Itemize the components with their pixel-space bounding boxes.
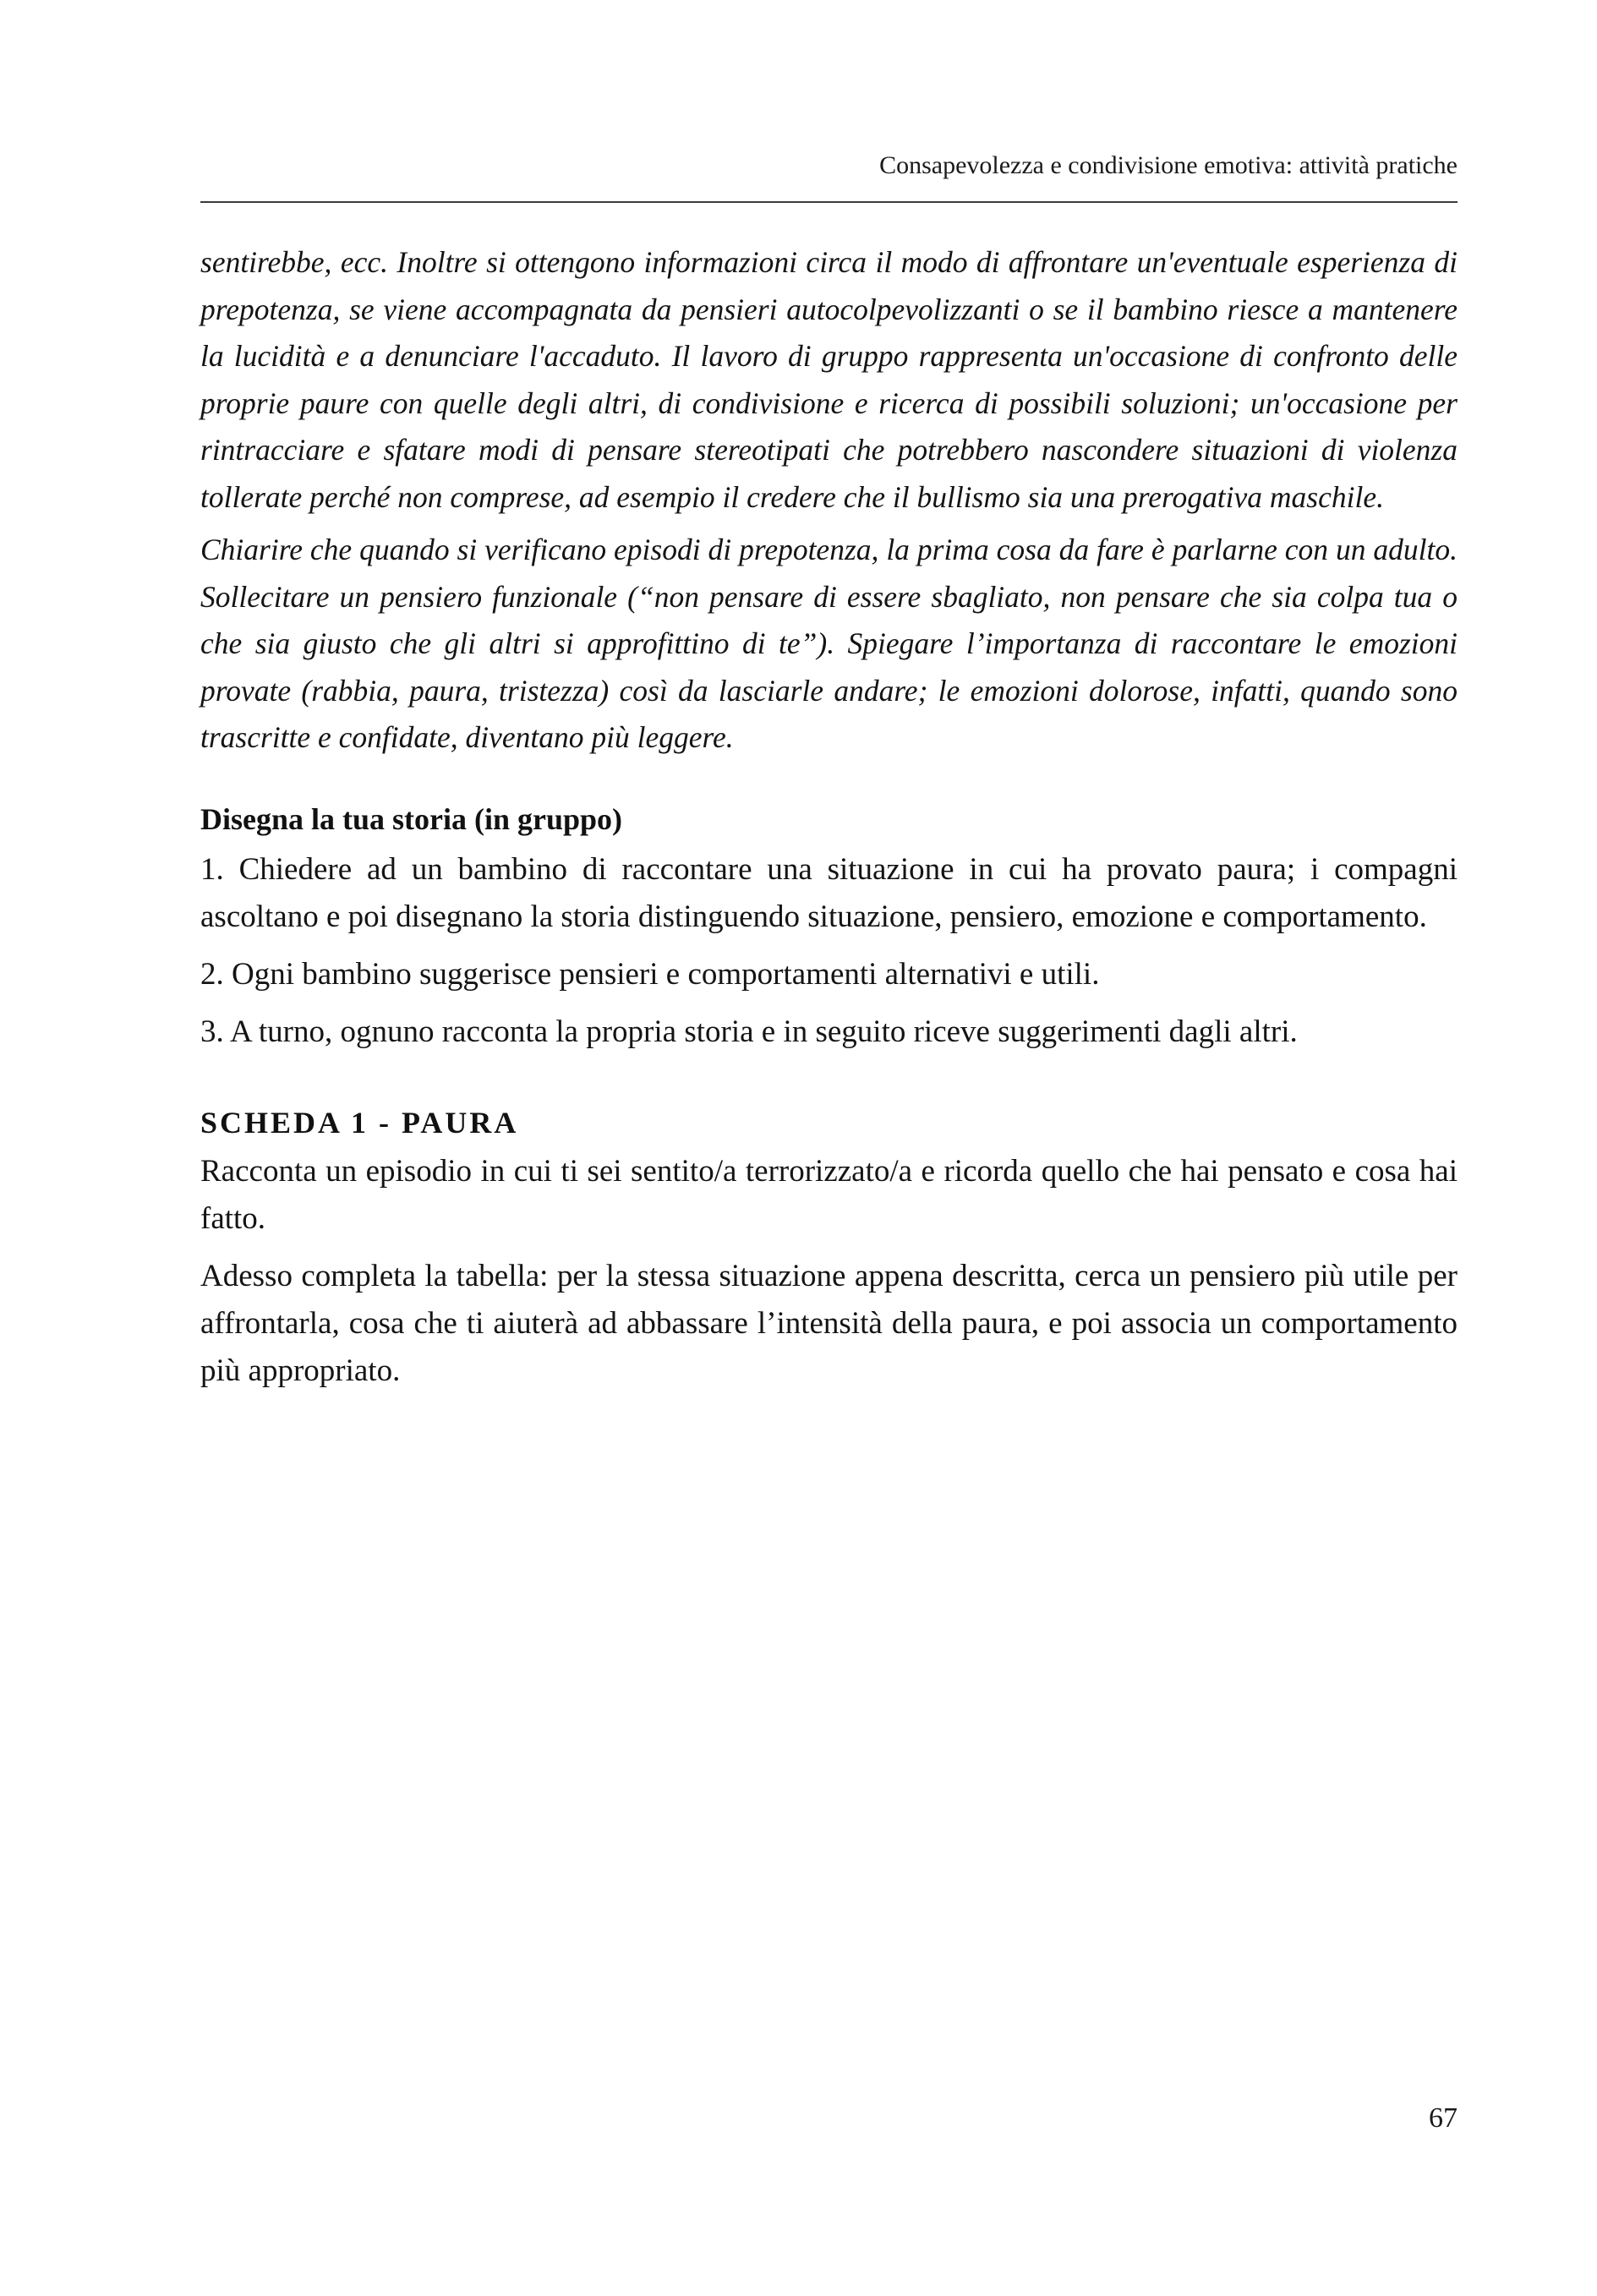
worksheet-paragraph: Adesso completa la tabella: per la stessa situazione appena descritta, cerca un pensiero più utile per affrontarla, cosa che ti aiuterà ad abbassare l’intensità della paura, e poi associa un comportamento più appropriato. (200, 1258, 1458, 1388)
page-number: 67 (1429, 2102, 1458, 2134)
worksheet-title: SCHEDA 1 - PAURA (200, 1105, 519, 1140)
header-rule (200, 201, 1458, 203)
intro-paragraph: sentirebbe, ecc. Inoltre si ottengono informazioni circa il modo di affrontare un'eventuale esperienza di prepotenza, se viene accompagnata da pensieri autocolpevolizzanti o se il bambino riesce a mantenere la lucidità e a denunciare l'accaduto. Il lavoro di gruppo rappresenta un'occasione di confronto delle proprie paure con quelle degli altri, di condivisione e ricerca di possibili soluzioni; un'occasione per rintracciare e sfatare modi di pensare stereotipati che potrebbero nascondere situazioni di violenza tollerate perché non comprese, ad esempio il credere che il bullismo sia una prerogativa maschile. (200, 245, 1458, 514)
activity-step: 3. A turno, ognuno racconta la propria storia e in seguito riceve suggerimenti dagli altri. (200, 1014, 1298, 1049)
running-header: Consapevolezza e condivisione emotiva: attività pratiche (879, 151, 1458, 179)
activity-step: 2. Ogni bambino suggerisce pensieri e comportamenti alternativi e utili. (200, 956, 1100, 992)
activity-step: 1. Chiedere ad un bambino di raccontare una situazione in cui ha provato paura; i compagni ascoltano e poi disegnano la storia distinguendo situazione, pensiero, emozione e comportamento. (200, 851, 1458, 934)
intro-paragraph: Chiarire che quando si verificano episodi di prepotenza, la prima cosa da fare è parlarne con un adulto. Sollecitare un pensiero funzionale (“non pensare di essere sbagliato, non pensare che sia colpa tua o che sia giusto che gli altri si approfittino di te”). Spiegare l’importanza di raccontare le emozioni provate (rabbia, paura, tristezza) così da lasciarle andare; le emozioni dolorose, infatti, quando sono trascritte e confidate, diventano più leggere. (200, 533, 1458, 754)
worksheet-paragraph: Racconta un episodio in cui ti sei sentito/a terrorizzato/a e ricorda quello che hai pensato e cosa hai fatto. (200, 1153, 1458, 1236)
activity-steps (200, 846, 1458, 1056)
activity-title: Disegna la tua storia (in gruppo) (200, 801, 623, 836)
page-content (200, 239, 1458, 1395)
book-page (200, 0, 1458, 2296)
